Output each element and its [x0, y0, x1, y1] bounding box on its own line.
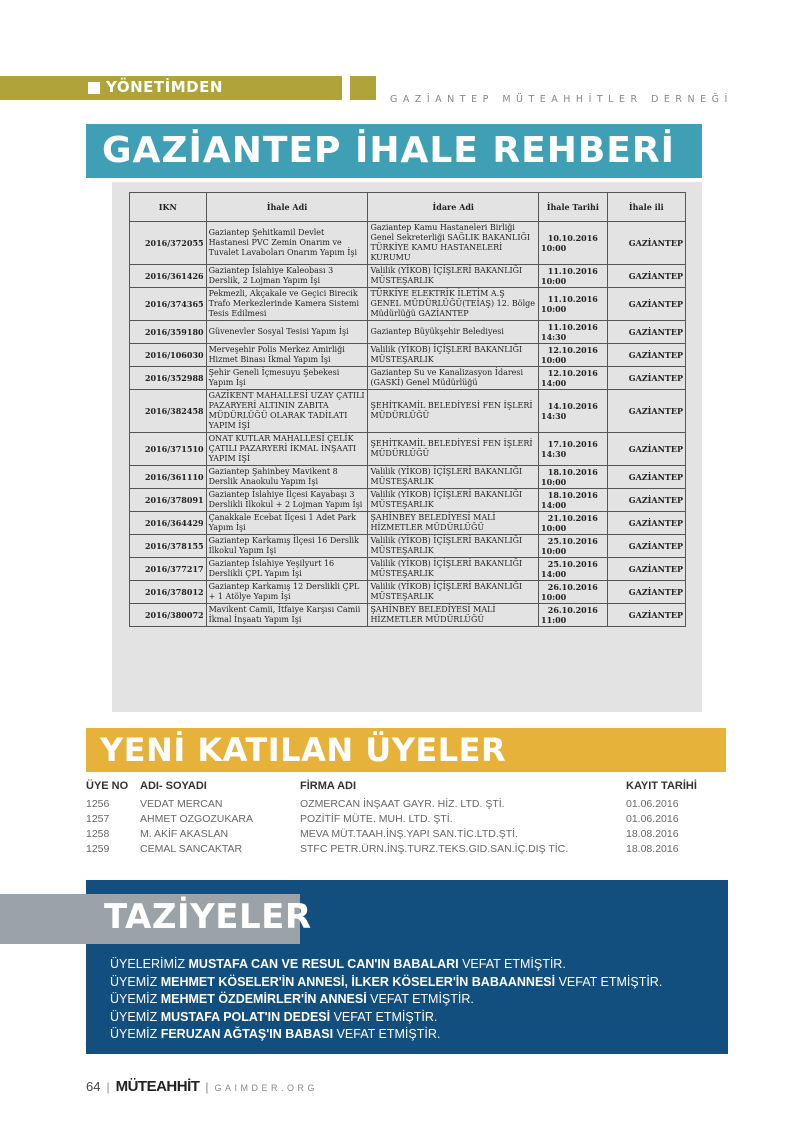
col-city: İhale ili — [607, 193, 685, 222]
condolence-line — [110, 956, 662, 974]
tender-title-band — [86, 124, 702, 178]
condolences-title-band — [0, 894, 312, 944]
col-admin: İdare Adi — [368, 193, 539, 222]
member-name: M. AKİF AKASLAN — [140, 828, 229, 840]
tender-date-time: 14:00 — [541, 500, 567, 510]
tender-ikn: 2016/378155 — [130, 535, 207, 558]
tender-row — [130, 433, 686, 466]
tender-ikn: 2016/352988 — [130, 367, 207, 390]
tender-row — [130, 321, 686, 344]
tender-row — [130, 367, 686, 390]
tender-row — [130, 466, 686, 489]
tender-date-day: 14.10.2016 — [547, 401, 598, 411]
tender-name: Gaziantep Şahinbey Mavikent 8 Derslik Anaokulu Yapım İşi — [206, 466, 368, 489]
condolence-bold: MUSTAFA POLAT'IN DEDESİ — [160, 1009, 331, 1024]
tender-row — [130, 512, 686, 535]
member-no: 1256 — [86, 798, 110, 810]
tender-admin: ŞEHİTKAMİL BELEDİYESİ FEN İŞLERİ MÜDÜRLÜĞÜ — [368, 433, 539, 466]
tender-table-panel — [112, 182, 702, 712]
member-row — [86, 843, 706, 858]
tender-ikn: 2016/380072 — [130, 604, 207, 627]
tender-date-day: 12.10.2016 — [547, 345, 598, 355]
tender-name: ONAT KUTLAR MAHALLESİ ÇELİK ÇATILI PAZARYERİ İKMAL İNŞAATI YAPIM İŞİ — [206, 433, 368, 466]
tender-name: Merveşehir Polis Merkez Amirliği Hizmet Binası İkmal Yapım İşi — [206, 344, 368, 367]
tender-name: Mavikent Camii, İtfaiye Karşısı Camii İkmal İnşaatı Yapım İşi — [206, 604, 368, 627]
tender-date — [539, 433, 608, 466]
tender-ikn: 2016/364429 — [130, 512, 207, 535]
tender-date — [539, 288, 608, 321]
tender-date-time: 10:00 — [541, 355, 567, 365]
tender-city: GAZİANTEP — [607, 433, 685, 466]
tender-admin: ŞEHİTKAMİL BELEDİYESİ FEN İŞLERİ MÜDÜRLÜĞÜ — [368, 390, 539, 433]
condolence-pre: ÜYEMİZ — [110, 1027, 161, 1041]
members-header — [86, 780, 706, 798]
association-name: GAZİANTEP MÜTEAHHİTLER DERNEĞİ — [390, 94, 733, 105]
tender-ikn: 2016/378012 — [130, 581, 207, 604]
tender-city: GAZİANTEP — [607, 604, 685, 627]
members-list — [86, 780, 706, 858]
tender-ikn: 2016/361426 — [130, 265, 207, 288]
member-date: 18.08.2016 — [626, 828, 679, 840]
decorative-square — [350, 76, 376, 100]
tender-name: Çanakkale Ecebat İlçesi 1 Adet Park Yapım İşi — [206, 512, 368, 535]
tender-date-day: 11.10.2016 — [547, 322, 598, 332]
header-member-name: ADI- SOYADI — [140, 780, 207, 792]
tender-row — [130, 390, 686, 433]
tender-date — [539, 344, 608, 367]
tender-admin: TÜRKİYE ELEKTRİK İLETİM A.Ş GENEL MÜDÜRLÜĞÜ(TEİAŞ) 12. Bölge Müdürlüğü GAZİANTEP — [368, 288, 539, 321]
tender-ikn: 2016/377217 — [130, 558, 207, 581]
member-date: 01.06.2016 — [626, 798, 679, 810]
tender-name: GAZİKENT MAHALLESİ UZAY ÇATILI PAZARYERİ ALTININ ZABITA MÜDÜRLÜĞÜ OLARAK TADİLATI YAPIM İŞİ — [206, 390, 368, 433]
condolence-pre: ÜYEMİZ — [110, 974, 161, 989]
header-firm-name: FİRMA ADI — [300, 780, 357, 792]
tender-date-time: 10:00 — [541, 243, 567, 253]
condolence-bold: MEHMET ÖZDEMİRLER'İN ANNESİ — [160, 992, 367, 1006]
tender-date-time: 10:00 — [541, 304, 567, 314]
header-registration-date: KAYIT TARİHİ — [626, 780, 697, 792]
tender-name: Gaziantep Karkamış 12 Derslikli ÇPL + 1 Atölye Yapım İşi — [206, 581, 368, 604]
header-member-no: ÜYE NO — [86, 780, 129, 792]
member-no: 1258 — [86, 828, 110, 840]
tender-row — [130, 222, 686, 265]
magazine-logo: MÜTEAHHİT — [115, 1078, 200, 1095]
tender-date-day: 10.10.2016 — [547, 233, 598, 243]
tender-city: GAZİANTEP — [607, 558, 685, 581]
tender-city: GAZİANTEP — [607, 489, 685, 512]
tender-date-day: 12.10.2016 — [547, 368, 598, 378]
condolence-bold: MUSTAFA CAN VE RESUL CAN'IN BABALARI — [188, 957, 459, 971]
tender-date-time: 14:30 — [541, 332, 567, 342]
tender-date-day: 18.10.2016 — [547, 490, 598, 500]
tender-name: Gaziantep İslahiye Yeşilyurt 16 Derslikli ÇPL Yapım İşi — [206, 558, 368, 581]
tender-row — [130, 344, 686, 367]
member-firm: POZİTİF MÜTE. MUH. LTD. ŞTİ. — [300, 813, 453, 825]
member-name: AHMET OZGOZUKARA — [140, 813, 253, 825]
member-date: 01.06.2016 — [626, 813, 679, 825]
tender-admin: Gaziantep Su ve Kanalizasyon İdaresi (GASKİ) Genel Müdürlüğü — [368, 367, 539, 390]
tender-date-time: 10:00 — [541, 523, 567, 533]
tender-city: GAZİANTEP — [607, 512, 685, 535]
tender-date-time: 11:00 — [541, 615, 567, 625]
tender-city: GAZİANTEP — [607, 321, 685, 344]
condolence-pre: ÜYEMİZ — [110, 1009, 161, 1024]
tender-date-day: 26.10.2016 — [547, 582, 598, 592]
tender-row — [130, 535, 686, 558]
tender-row — [130, 581, 686, 604]
tender-admin: Valilik (YİKOB) İÇİŞLERİ BAKANLIĞI MÜSTEŞARLIK — [368, 466, 539, 489]
tender-admin: Valilik (YİKOB) İÇİŞLERİ BAKANLIĞI MÜSTEŞARLIK — [368, 344, 539, 367]
tender-title: GAZİANTEP İHALE REHBERİ — [102, 130, 676, 171]
tender-admin: Gaziantep Büyükşehir Belediyesi — [368, 321, 539, 344]
tender-name: Güvenevler Sosyal Tesisi Yapım İşi — [206, 321, 368, 344]
tender-city: GAZİANTEP — [607, 581, 685, 604]
condolence-line — [110, 1026, 662, 1044]
section-label-bar — [0, 76, 342, 100]
tender-date-time: 14:30 — [541, 411, 567, 421]
tender-row — [130, 558, 686, 581]
member-no: 1257 — [86, 813, 110, 825]
tender-admin: ŞAHİNBEY BELEDİYESİ MALİ HİZMETLER MÜDÜRLÜĞÜ — [368, 512, 539, 535]
tender-date — [539, 489, 608, 512]
tender-ikn: 2016/106030 — [130, 344, 207, 367]
tender-name: Gaziantep Şehitkamil Devlet Hastanesi PVC Zemin Onarım ve Tuvalet Lavaboları Onarım Yapım İşi — [206, 222, 368, 265]
tender-date — [539, 390, 608, 433]
tender-ikn: 2016/361110 — [130, 466, 207, 489]
member-row — [86, 813, 706, 828]
condolence-pre: ÜYELERİMİZ — [110, 957, 189, 971]
tender-row — [130, 288, 686, 321]
col-date: İhale Tarihi — [539, 193, 608, 222]
tender-date-day: 25.10.2016 — [547, 536, 598, 546]
condolence-mid: VEFAT ETMİŞTİR. — [555, 974, 663, 989]
member-firm: MEVA MÜT.TAAH.İNŞ.YAPI SAN.TİC.LTD.ŞTİ. — [300, 828, 519, 840]
member-row — [86, 798, 706, 813]
tender-city: GAZİANTEP — [607, 390, 685, 433]
condolence-bold: MEHMET KÖSELER'İN ANNESİ, İLKER KÖSELER'İN BABAANNESİ — [160, 974, 556, 989]
tender-date-day: 17.10.2016 — [547, 439, 598, 449]
tender-admin: Valilik (YİKOB) İÇİŞLERİ BAKANLIĞI MÜSTEŞARLIK — [368, 489, 539, 512]
tender-name: Gaziantep İslahiye İlçesi Kayabaşı 3 Derslikli İlkokul + 2 Lojman Yapım İşi — [206, 489, 368, 512]
tender-admin: Valilik (YİKOB) İÇİŞLERİ BAKANLIĞI MÜSTEŞARLIK — [368, 581, 539, 604]
tender-admin: Gaziantep Kamu Hastaneleri Birliği Genel Sekreterliği SAĞLIK BAKANLIĞI TÜRKİYE KAMU HASTANELERİ KURUMU — [368, 222, 539, 265]
tender-city: GAZİANTEP — [607, 288, 685, 321]
tender-date — [539, 367, 608, 390]
tender-ikn: 2016/372055 — [130, 222, 207, 265]
member-firm: STFC PETR.ÜRN.İNŞ.TURZ.TEKS.GID.SAN.İÇ.DIŞ TİC. — [300, 843, 569, 855]
tender-date-day: 21.10.2016 — [547, 513, 598, 523]
condolence-line — [110, 974, 662, 992]
condolence-mid: VEFAT ETMİŞTİR. — [333, 1027, 441, 1041]
member-name: CEMAL SANCAKTAR — [140, 843, 243, 855]
tender-date — [539, 321, 608, 344]
tender-ikn: 2016/378091 — [130, 489, 207, 512]
tender-table-header — [130, 193, 686, 222]
tender-date-time: 14:00 — [541, 378, 567, 388]
tender-date-day: 18.10.2016 — [547, 467, 598, 477]
condolence-bold: FERUZAN AĞTAŞ'IN BABASI — [160, 1027, 334, 1041]
footer — [86, 1078, 318, 1095]
col-ikn: IKN — [130, 193, 207, 222]
tender-date-time: 10:00 — [541, 592, 567, 602]
tender-date — [539, 581, 608, 604]
tender-date — [539, 222, 608, 265]
tender-date-time: 14:00 — [541, 569, 567, 579]
tender-date — [539, 265, 608, 288]
tender-date — [539, 512, 608, 535]
tender-row — [130, 265, 686, 288]
tender-row — [130, 604, 686, 627]
tender-date — [539, 535, 608, 558]
member-name: VEDAT MERCAN — [140, 798, 223, 810]
condolences-title: TAZİYELER — [104, 897, 312, 937]
condolence-line — [110, 1009, 662, 1027]
tender-name: Pekmezli, Akçakale ve Geçici Birecik Trafo Merkezlerinde Kamera Sistemi Tesis Edilmesi — [206, 288, 368, 321]
tender-city: GAZİANTEP — [607, 222, 685, 265]
page-number: 64 — [86, 1079, 101, 1094]
new-members-title: YENİ KATILAN ÜYELER — [100, 731, 507, 769]
condolence-mid: VEFAT ETMİŞTİR. — [330, 1009, 438, 1024]
footer-separator: | — [205, 1080, 209, 1094]
tender-date — [539, 558, 608, 581]
section-label: YÖNETİMDEN — [106, 78, 223, 96]
tender-ikn: 2016/359180 — [130, 321, 207, 344]
member-no: 1259 — [86, 843, 110, 855]
condolence-pre: ÜYEMİZ — [110, 992, 161, 1006]
member-row — [86, 828, 706, 843]
footer-site: GAIMDER.ORG — [214, 1083, 319, 1093]
tender-ikn: 2016/382458 — [130, 390, 207, 433]
condolence-line — [110, 991, 662, 1009]
square-icon — [88, 82, 100, 94]
tender-admin: Valilik (YİKOB) İÇİŞLERİ BAKANLIĞI MÜSTEŞARLIK — [368, 535, 539, 558]
tender-date-day: 11.10.2016 — [547, 266, 598, 276]
tender-date — [539, 604, 608, 627]
tender-city: GAZİANTEP — [607, 344, 685, 367]
tender-city: GAZİANTEP — [607, 265, 685, 288]
member-date: 18.08.2016 — [626, 843, 679, 855]
tender-date — [539, 466, 608, 489]
tender-date-time: 10:00 — [541, 546, 567, 556]
condolence-mid: VEFAT ETMİŞTİR. — [366, 992, 474, 1006]
tender-ikn: 2016/371510 — [130, 433, 207, 466]
tender-row — [130, 489, 686, 512]
tender-city: GAZİANTEP — [607, 367, 685, 390]
tender-date-time: 14:30 — [541, 449, 567, 459]
tender-date-time: 10:00 — [541, 477, 567, 487]
tender-name: Gaziantep Karkamış İlçesi 16 Derslik İlkokul Yapım İşi — [206, 535, 368, 558]
condolence-mid: VEFAT ETMİŞTİR. — [458, 957, 566, 971]
tender-city: GAZİANTEP — [607, 535, 685, 558]
tender-name: Gaziantep İslahiye Kaleobası 3 Derslik, 2 Lojman Yapım İşi — [206, 265, 368, 288]
tender-admin: Valilik (YİKOB) İÇİŞLERİ BAKANLIĞI MÜSTEŞARLIK — [368, 558, 539, 581]
col-name: İhale Adi — [206, 193, 368, 222]
tender-table — [129, 192, 686, 627]
footer-separator: | — [106, 1080, 110, 1094]
tender-date-day: 11.10.2016 — [547, 294, 598, 304]
new-members-band — [86, 728, 726, 772]
tender-admin: ŞAHİNBEY BELEDİYESİ MALİ HİZMETLER MÜDÜRLÜĞÜ — [368, 604, 539, 627]
member-firm: OZMERCAN İNŞAAT GAYR. HİZ. LTD. ŞTİ. — [300, 798, 505, 810]
tender-ikn: 2016/374365 — [130, 288, 207, 321]
tender-city: GAZİANTEP — [607, 466, 685, 489]
tender-name: Şehir Geneli İçmesuyu Şebekesi Yapım İşi — [206, 367, 368, 390]
tender-admin: Valilik (YİKOB) İÇİŞLERİ BAKANLIĞI MÜSTEŞARLIK — [368, 265, 539, 288]
tender-date-time: 10:00 — [541, 276, 567, 286]
tender-date-day: 26.10.2016 — [547, 605, 598, 615]
tender-date-day: 25.10.2016 — [547, 559, 598, 569]
condolences-text — [110, 956, 662, 1044]
